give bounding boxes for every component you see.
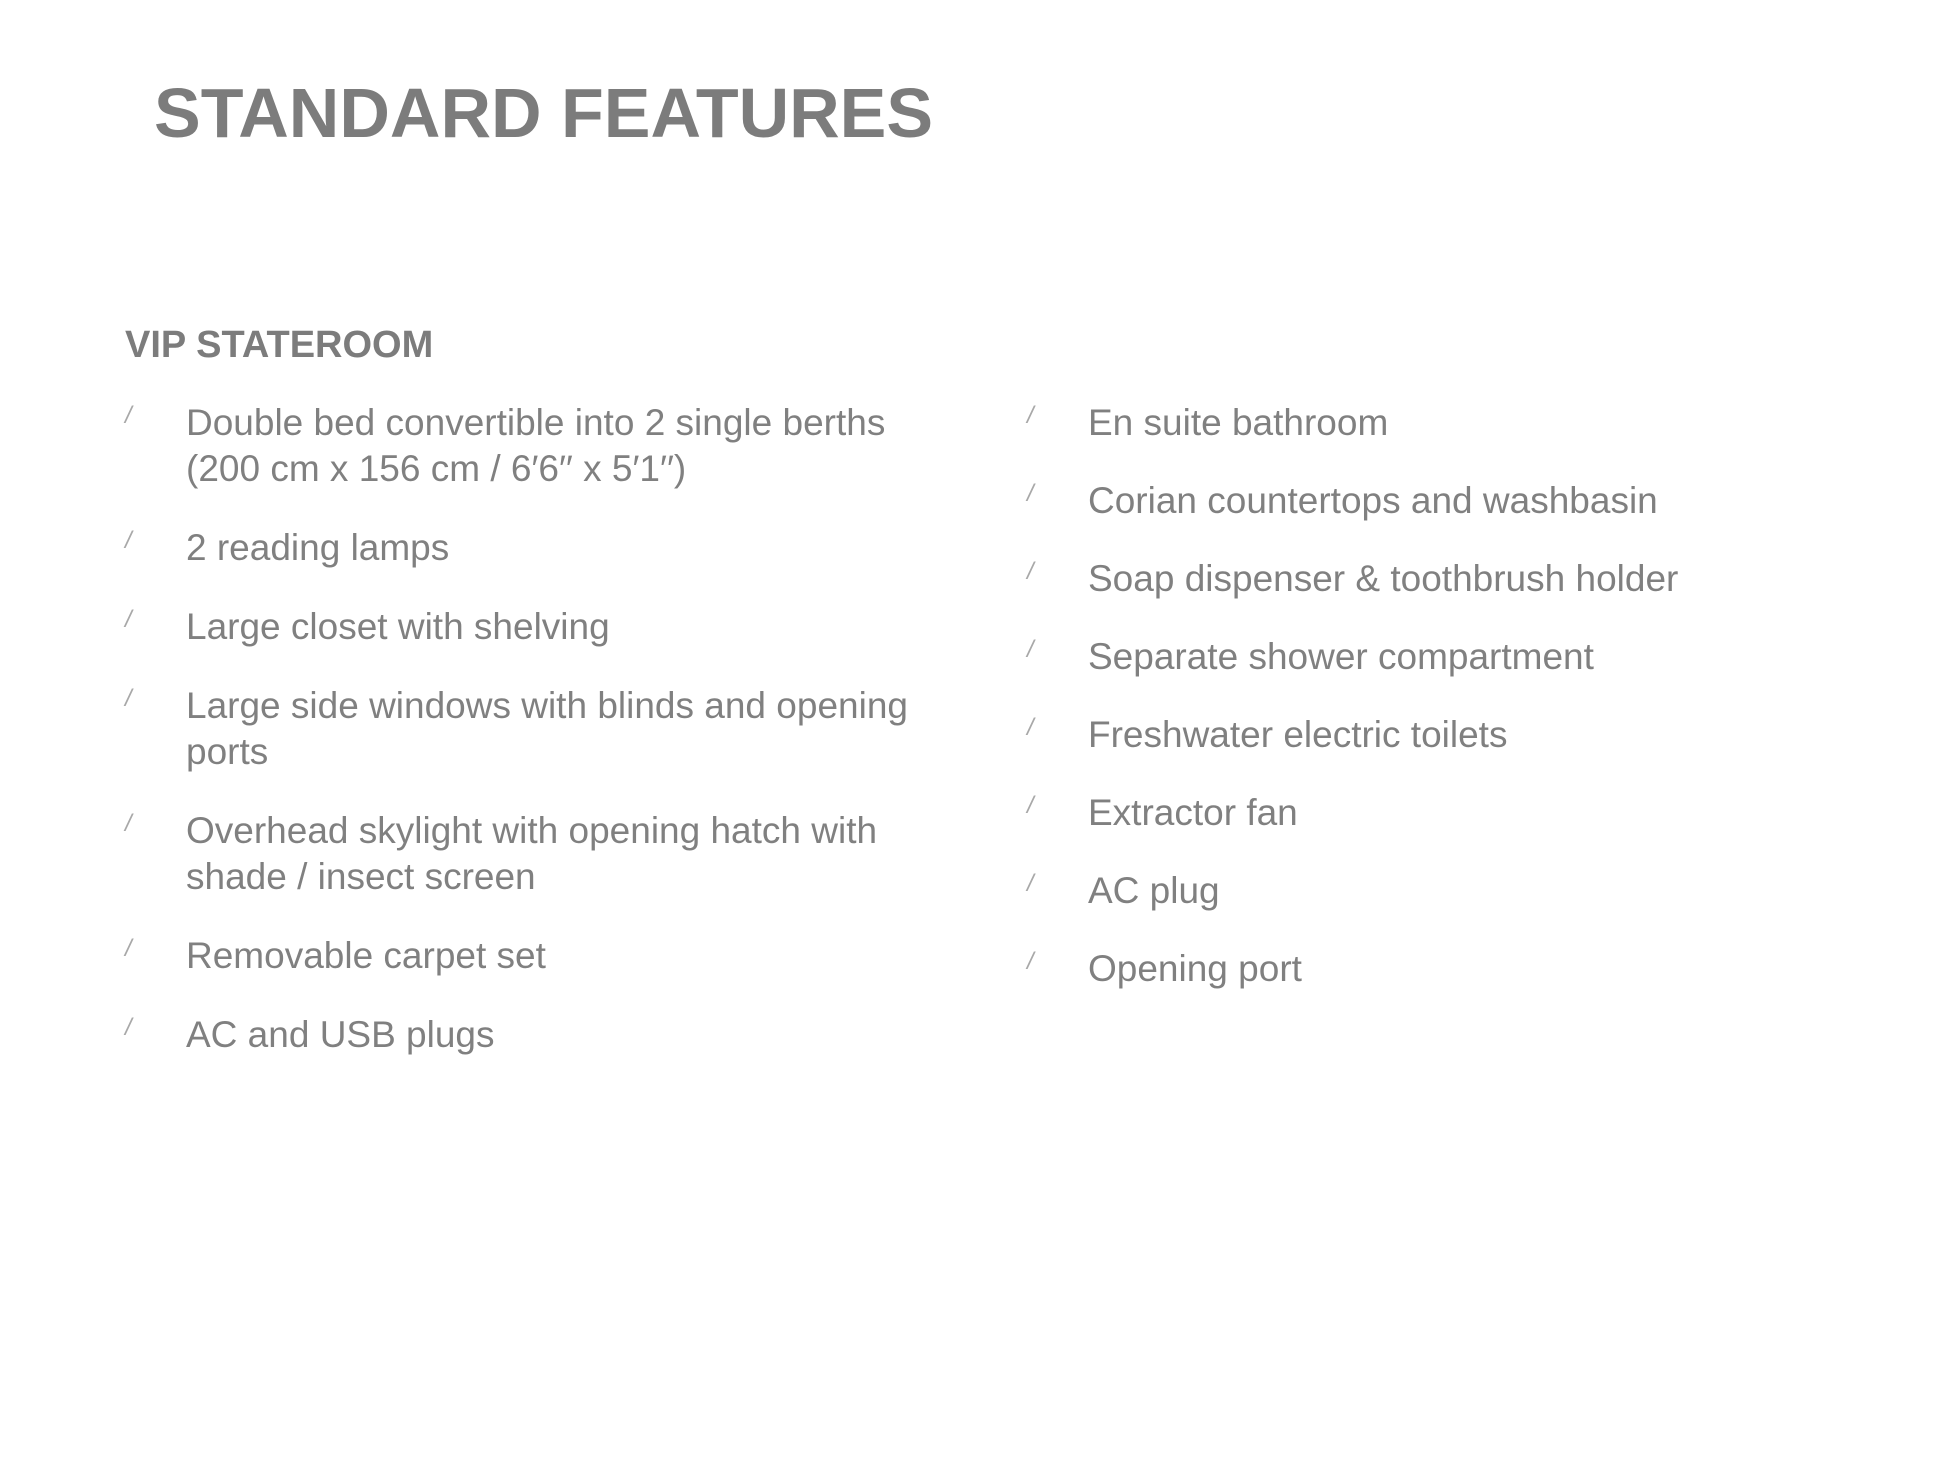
slash-bullet-icon: / [1027, 480, 1034, 507]
slash-bullet-icon: / [125, 685, 132, 712]
feature-text: Freshwater electric toilets [1088, 714, 1508, 755]
slash-bullet-icon: / [125, 527, 132, 554]
feature-text: AC and USB plugs [186, 1014, 495, 1055]
slash-bullet-icon: / [1027, 402, 1034, 429]
feature-list-right [1027, 400, 1887, 1024]
slash-bullet-icon: / [1027, 948, 1034, 975]
list-item [1027, 790, 1887, 836]
feature-text: En suite bathroom [1088, 402, 1389, 443]
feature-text: Large side windows with blinds and opening ports [186, 685, 908, 772]
feature-text: Separate shower compartment [1088, 636, 1594, 677]
list-item [125, 1012, 945, 1058]
list-item [1027, 868, 1887, 914]
feature-text: 2 reading lamps [186, 527, 450, 568]
slash-bullet-icon: / [1027, 792, 1034, 819]
list-item [125, 933, 945, 979]
slash-bullet-icon: / [1027, 870, 1034, 897]
slash-bullet-icon: / [1027, 714, 1034, 741]
list-item [125, 683, 945, 775]
slash-bullet-icon: / [125, 1014, 132, 1041]
list-item [125, 525, 945, 571]
slash-bullet-icon: / [125, 606, 132, 633]
feature-text: Extractor fan [1088, 792, 1298, 833]
feature-text: Corian countertops and washbasin [1088, 480, 1658, 521]
page-title: STANDARD FEATURES [154, 74, 934, 152]
slash-bullet-icon: / [1027, 636, 1034, 663]
feature-text: Soap dispenser & toothbrush holder [1088, 558, 1679, 599]
list-item [1027, 946, 1887, 992]
feature-text: Removable carpet set [186, 935, 546, 976]
list-item [1027, 556, 1887, 602]
feature-text: Double bed convertible into 2 single berths (200 cm x 156 cm / 6′6′′ x 5′1′′) [186, 402, 886, 489]
slash-bullet-icon: / [1027, 558, 1034, 585]
list-item [125, 400, 945, 492]
list-item [1027, 712, 1887, 758]
list-item [1027, 400, 1887, 446]
list-item [125, 604, 945, 650]
list-item [1027, 478, 1887, 524]
feature-text: Opening port [1088, 948, 1302, 989]
feature-text: Overhead skylight with opening hatch with shade / insect screen [186, 810, 878, 897]
list-item [125, 808, 945, 900]
slash-bullet-icon: / [125, 402, 132, 429]
list-item [1027, 634, 1887, 680]
feature-text: Large closet with shelving [186, 606, 610, 647]
feature-text: AC plug [1088, 870, 1220, 911]
slash-bullet-icon: / [125, 810, 132, 837]
feature-list-left [125, 400, 945, 1091]
slash-bullet-icon: / [125, 935, 132, 962]
section-heading: VIP STATEROOM [125, 324, 434, 366]
